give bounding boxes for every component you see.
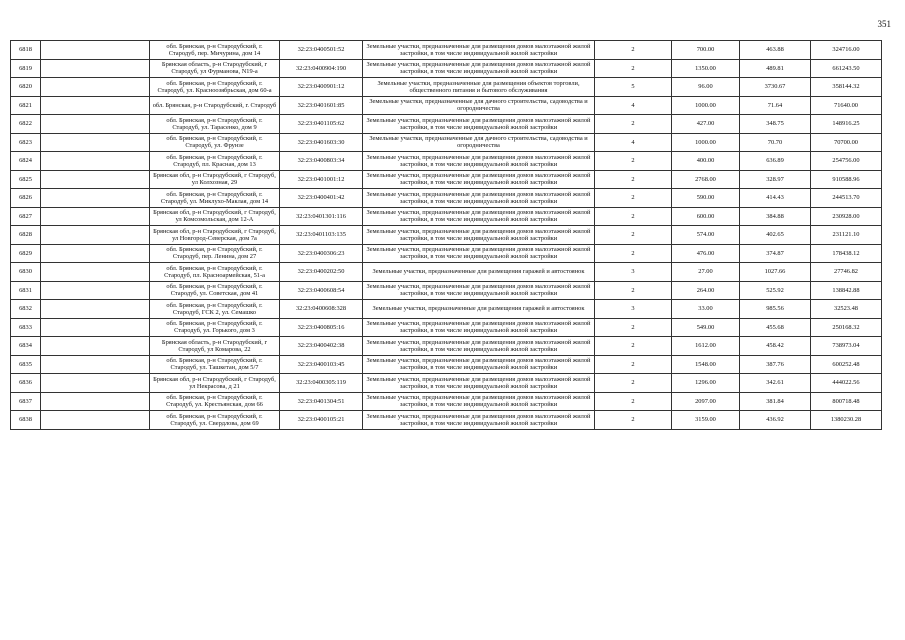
area-cell: 700.00 bbox=[672, 41, 740, 60]
permitted-use-cell: Земельные участки, предназначенные для размещения домов малоэтажной жилой застройки, в том числе индивидуальной жилой застройки bbox=[363, 207, 595, 226]
empty-cell bbox=[41, 392, 150, 411]
table-row bbox=[11, 226, 882, 245]
row-number-cell: 6836 bbox=[11, 374, 41, 393]
table-row bbox=[11, 355, 882, 374]
area-cell: 1296.00 bbox=[672, 374, 740, 393]
specific-value-cell: 381.84 bbox=[740, 392, 811, 411]
area-cell: 574.00 bbox=[672, 226, 740, 245]
permitted-use-cell: Земельные участки, предназначенные для размещения домов малоэтажной жилой застройки, в том числе индивидуальной жилой застройки bbox=[363, 337, 595, 356]
cadastral-value-cell: 800718.48 bbox=[811, 392, 882, 411]
cadastral-value-cell: 148916.25 bbox=[811, 115, 882, 134]
address-cell: обл. Брянская, р-н Стародубский, г. Стародуб, пер. Ленина, дом 27 bbox=[150, 244, 280, 263]
specific-value-cell: 414.43 bbox=[740, 189, 811, 208]
address-cell: Брянская область, р-н Стародубский, г Стародуб, ул Фурманова, N19-а bbox=[150, 59, 280, 78]
use-group-cell: 2 bbox=[595, 207, 672, 226]
table-row bbox=[11, 207, 882, 226]
address-cell: обл. Брянская, р-н Стародубский, г. Стародуб bbox=[150, 96, 280, 115]
cadastral-number-cell: 32:23:0400306:23 bbox=[280, 244, 363, 263]
row-number-cell: 6837 bbox=[11, 392, 41, 411]
row-number-cell: 6826 bbox=[11, 189, 41, 208]
table-row bbox=[11, 152, 882, 171]
address-cell: Брянская обл, р-н Стародубский, г Стародуб, ул Колхозная, 29 bbox=[150, 170, 280, 189]
cadastral-number-cell: 32:23:0400608:54 bbox=[280, 281, 363, 300]
page-number: 351 bbox=[877, 19, 891, 29]
area-cell: 2768.00 bbox=[672, 170, 740, 189]
address-cell: обл. Брянская, р-н Стародубский, г. Стародуб, ул. Горького, дом 3 bbox=[150, 318, 280, 337]
address-cell: обл. Брянская, р-н Стародубский, г. Стародуб, ул. Миклухо-Маклая, дом 14 bbox=[150, 189, 280, 208]
address-cell: Брянская обл, р-н Стародубский, г Стародуб, ул Новгород-Северская, дом 7а bbox=[150, 226, 280, 245]
cadastral-number-cell: 32:23:0401304:51 bbox=[280, 392, 363, 411]
cadastral-number-cell: 32:23:0401301:116 bbox=[280, 207, 363, 226]
row-number-cell: 6829 bbox=[11, 244, 41, 263]
table-row bbox=[11, 189, 882, 208]
permitted-use-cell: Земельные участки, предназначенные для размещения домов малоэтажной жилой застройки, в том числе индивидуальной жилой застройки bbox=[363, 411, 595, 430]
empty-cell bbox=[41, 78, 150, 97]
use-group-cell: 2 bbox=[595, 281, 672, 300]
permitted-use-cell: Земельные участки, предназначенные для размещения домов малоэтажной жилой застройки, в том числе индивидуальной жилой застройки bbox=[363, 59, 595, 78]
specific-value-cell: 636.89 bbox=[740, 152, 811, 171]
specific-value-cell: 71.64 bbox=[740, 96, 811, 115]
use-group-cell: 2 bbox=[595, 59, 672, 78]
specific-value-cell: 458.42 bbox=[740, 337, 811, 356]
cadastral-number-cell: 32:23:0401103:135 bbox=[280, 226, 363, 245]
use-group-cell: 2 bbox=[595, 226, 672, 245]
empty-cell bbox=[41, 207, 150, 226]
empty-cell bbox=[41, 281, 150, 300]
use-group-cell: 3 bbox=[595, 300, 672, 319]
cadastral-value-cell: 324716.00 bbox=[811, 41, 882, 60]
empty-cell bbox=[41, 115, 150, 134]
area-cell: 1000.00 bbox=[672, 133, 740, 152]
use-group-cell: 2 bbox=[595, 244, 672, 263]
use-group-cell: 4 bbox=[595, 96, 672, 115]
row-number-cell: 6823 bbox=[11, 133, 41, 152]
cadastral-value-cell: 70700.00 bbox=[811, 133, 882, 152]
cadastral-value-cell: 600252.48 bbox=[811, 355, 882, 374]
empty-cell bbox=[41, 170, 150, 189]
cadastral-number-cell: 32:23:0400401:42 bbox=[280, 189, 363, 208]
specific-value-cell: 525.92 bbox=[740, 281, 811, 300]
table-row bbox=[11, 300, 882, 319]
use-group-cell: 2 bbox=[595, 152, 672, 171]
address-cell: обл. Брянская, р-н Стародубский, г. Стародуб, ул. Красноозябрьская, дом 60-а bbox=[150, 78, 280, 97]
area-cell: 590.00 bbox=[672, 189, 740, 208]
area-cell: 264.00 bbox=[672, 281, 740, 300]
cadastral-number-cell: 32:23:0401105:62 bbox=[280, 115, 363, 134]
address-cell: обл. Брянская, р-н Стародубский, г. Стародуб, ГСК 2, ул. Семашко bbox=[150, 300, 280, 319]
cadastral-number-cell: 32:23:0400103:45 bbox=[280, 355, 363, 374]
area-cell: 3159.00 bbox=[672, 411, 740, 430]
row-number-cell: 6825 bbox=[11, 170, 41, 189]
cadastral-number-cell: 32:23:0400305:119 bbox=[280, 374, 363, 393]
empty-cell bbox=[41, 226, 150, 245]
cadastral-number-cell: 32:23:0400402:38 bbox=[280, 337, 363, 356]
row-number-cell: 6822 bbox=[11, 115, 41, 134]
address-cell: обл. Брянская, р-н Стародубский, г. Стародуб, ул. Крестьянская, дом 66 bbox=[150, 392, 280, 411]
cadastral-value-cell: 138842.88 bbox=[811, 281, 882, 300]
empty-cell bbox=[41, 300, 150, 319]
empty-cell bbox=[41, 337, 150, 356]
empty-cell bbox=[41, 263, 150, 282]
cadastral-number-cell: 32:23:0400901:12 bbox=[280, 78, 363, 97]
cadastral-value-cell: 738973.04 bbox=[811, 337, 882, 356]
use-group-cell: 2 bbox=[595, 374, 672, 393]
table-row bbox=[11, 374, 882, 393]
row-number-cell: 6834 bbox=[11, 337, 41, 356]
address-cell: обл. Брянская, р-н Стародубский, г. Стародуб, пл. Красноармейская, 51-а bbox=[150, 263, 280, 282]
empty-cell bbox=[41, 355, 150, 374]
specific-value-cell: 985.56 bbox=[740, 300, 811, 319]
empty-cell bbox=[41, 411, 150, 430]
use-group-cell: 2 bbox=[595, 189, 672, 208]
area-cell: 427.00 bbox=[672, 115, 740, 134]
empty-cell bbox=[41, 318, 150, 337]
table-row bbox=[11, 281, 882, 300]
table-row bbox=[11, 170, 882, 189]
cadastral-value-cell: 244513.70 bbox=[811, 189, 882, 208]
cadastral-value-cell: 178438.12 bbox=[811, 244, 882, 263]
permitted-use-cell: Земельные участки, предназначенные для размещения объектов торговли, общественного питания и бытового обслуживания bbox=[363, 78, 595, 97]
table-row bbox=[11, 133, 882, 152]
specific-value-cell: 436.92 bbox=[740, 411, 811, 430]
empty-cell bbox=[41, 41, 150, 60]
cadastral-number-cell: 32:23:0401603:30 bbox=[280, 133, 363, 152]
area-cell: 1548.00 bbox=[672, 355, 740, 374]
row-number-cell: 6835 bbox=[11, 355, 41, 374]
permitted-use-cell: Земельные участки, предназначенные для размещения домов малоэтажной жилой застройки, в том числе индивидуальной жилой застройки bbox=[363, 392, 595, 411]
table-row bbox=[11, 115, 882, 134]
table-row bbox=[11, 96, 882, 115]
table-row bbox=[11, 318, 882, 337]
specific-value-cell: 374.87 bbox=[740, 244, 811, 263]
cadastral-value-cell: 27746.82 bbox=[811, 263, 882, 282]
table-row bbox=[11, 41, 882, 60]
empty-cell bbox=[41, 244, 150, 263]
specific-value-cell: 402.65 bbox=[740, 226, 811, 245]
area-cell: 1612.00 bbox=[672, 337, 740, 356]
address-cell: обл. Брянская, р-н Стародубский, г. Стародуб, пер. Мичурина, дом 14 bbox=[150, 41, 280, 60]
cadastral-number-cell: 32:23:0401601:85 bbox=[280, 96, 363, 115]
area-cell: 400.00 bbox=[672, 152, 740, 171]
cadastral-number-cell: 32:23:0400501:52 bbox=[280, 41, 363, 60]
address-cell: обл. Брянская, р-н Стародубский, г. Стародуб, пл. Красная, дом 13 bbox=[150, 152, 280, 171]
use-group-cell: 3 bbox=[595, 263, 672, 282]
use-group-cell: 2 bbox=[595, 170, 672, 189]
cadastral-number-cell: 32:23:0400805:16 bbox=[280, 318, 363, 337]
cadastral-value-table bbox=[10, 40, 882, 430]
cadastral-value-cell: 661243.50 bbox=[811, 59, 882, 78]
use-group-cell: 2 bbox=[595, 392, 672, 411]
cadastral-number-cell: 32:23:0401001:12 bbox=[280, 170, 363, 189]
cadastral-value-cell: 71640.00 bbox=[811, 96, 882, 115]
area-cell: 1350.00 bbox=[672, 59, 740, 78]
specific-value-cell: 70.70 bbox=[740, 133, 811, 152]
cadastral-value-cell: 1380230.28 bbox=[811, 411, 882, 430]
row-number-cell: 6830 bbox=[11, 263, 41, 282]
specific-value-cell: 3730.67 bbox=[740, 78, 811, 97]
permitted-use-cell: Земельные участки, предназначенные для размещения домов малоэтажной жилой застройки, в том числе индивидуальной жилой застройки bbox=[363, 281, 595, 300]
row-number-cell: 6832 bbox=[11, 300, 41, 319]
table-row bbox=[11, 392, 882, 411]
use-group-cell: 2 bbox=[595, 318, 672, 337]
cadastral-value-cell: 444022.56 bbox=[811, 374, 882, 393]
address-cell: обл. Брянская, р-н Стародубский, г. Стародуб, ул. Тарасенко, дом 9 bbox=[150, 115, 280, 134]
row-number-cell: 6821 bbox=[11, 96, 41, 115]
address-cell: Брянская обл, р-н Стародубский, г Стародуб, ул Некрасова, д 21 bbox=[150, 374, 280, 393]
empty-cell bbox=[41, 152, 150, 171]
row-number-cell: 6820 bbox=[11, 78, 41, 97]
use-group-cell: 4 bbox=[595, 133, 672, 152]
table-row bbox=[11, 263, 882, 282]
permitted-use-cell: Земельные участки, предназначенные для размещения гаражей и автостоянок bbox=[363, 300, 595, 319]
specific-value-cell: 342.61 bbox=[740, 374, 811, 393]
address-cell: Брянская область, р-н Стародубский, г Стародуб, ул Комарова, 22 bbox=[150, 337, 280, 356]
row-number-cell: 6827 bbox=[11, 207, 41, 226]
permitted-use-cell: Земельные участки, предназначенные для размещения домов малоэтажной жилой застройки, в том числе индивидуальной жилой застройки bbox=[363, 355, 595, 374]
use-group-cell: 2 bbox=[595, 41, 672, 60]
permitted-use-cell: Земельные участки, предназначенные для размещения домов малоэтажной жилой застройки, в том числе индивидуальной жилой застройки bbox=[363, 318, 595, 337]
specific-value-cell: 328.97 bbox=[740, 170, 811, 189]
table-row bbox=[11, 78, 882, 97]
cadastral-value-cell: 254756.00 bbox=[811, 152, 882, 171]
permitted-use-cell: Земельные участки, предназначенные для размещения домов малоэтажной жилой застройки, в том числе индивидуальной жилой застройки bbox=[363, 170, 595, 189]
row-number-cell: 6818 bbox=[11, 41, 41, 60]
cadastral-value-cell: 250168.32 bbox=[811, 318, 882, 337]
table-row bbox=[11, 59, 882, 78]
permitted-use-cell: Земельные участки, предназначенные для размещения гаражей и автостоянок bbox=[363, 263, 595, 282]
cadastral-value-cell: 32523.48 bbox=[811, 300, 882, 319]
permitted-use-cell: Земельные участки, предназначенные для размещения домов малоэтажной жилой застройки, в том числе индивидуальной жилой застройки bbox=[363, 189, 595, 208]
cadastral-value-cell: 358144.32 bbox=[811, 78, 882, 97]
cadastral-value-cell: 910588.96 bbox=[811, 170, 882, 189]
address-cell: обл. Брянская, р-н Стародубский, г. Стародуб, ул. Ташкетан, дом 5/7 bbox=[150, 355, 280, 374]
area-cell: 600.00 bbox=[672, 207, 740, 226]
specific-value-cell: 1027.66 bbox=[740, 263, 811, 282]
cadastral-number-cell: 32:23:0400608:328 bbox=[280, 300, 363, 319]
cadastral-number-cell: 32:23:0400803:34 bbox=[280, 152, 363, 171]
specific-value-cell: 384.88 bbox=[740, 207, 811, 226]
empty-cell bbox=[41, 189, 150, 208]
table-row bbox=[11, 411, 882, 430]
specific-value-cell: 387.76 bbox=[740, 355, 811, 374]
address-cell: обл. Брянская, р-н Стародубский, г. Стародуб, ул. Фрунзе bbox=[150, 133, 280, 152]
specific-value-cell: 348.75 bbox=[740, 115, 811, 134]
specific-value-cell: 463.88 bbox=[740, 41, 811, 60]
cadastral-value-cell: 230928.00 bbox=[811, 207, 882, 226]
row-number-cell: 6828 bbox=[11, 226, 41, 245]
permitted-use-cell: Земельные участки, предназначенные для размещения домов малоэтажной жилой застройки, в том числе индивидуальной жилой застройки bbox=[363, 41, 595, 60]
specific-value-cell: 489.81 bbox=[740, 59, 811, 78]
cadastral-number-cell: 32:23:0400904:190 bbox=[280, 59, 363, 78]
permitted-use-cell: Земельные участки, предназначенные для размещения домов малоэтажной жилой застройки, в том числе индивидуальной жилой застройки bbox=[363, 226, 595, 245]
permitted-use-cell: Земельные участки, предназначенные для размещения домов малоэтажной жилой застройки, в том числе индивидуальной жилой застройки bbox=[363, 244, 595, 263]
permitted-use-cell: Земельные участки, предназначенные для дачного строительства, садоводства и огородничества bbox=[363, 133, 595, 152]
cadastral-number-cell: 32:23:0400105:21 bbox=[280, 411, 363, 430]
cadastral-value-cell: 231121.10 bbox=[811, 226, 882, 245]
use-group-cell: 5 bbox=[595, 78, 672, 97]
row-number-cell: 6819 bbox=[11, 59, 41, 78]
permitted-use-cell: Земельные участки, предназначенные для размещения домов малоэтажной жилой застройки, в том числе индивидуальной жилой застройки bbox=[363, 115, 595, 134]
address-cell: Брянская обл, р-н Стародубский, г Стародуб, ул Комсомольская, дом 12-А bbox=[150, 207, 280, 226]
area-cell: 1000.00 bbox=[672, 96, 740, 115]
area-cell: 476.00 bbox=[672, 244, 740, 263]
permitted-use-cell: Земельные участки, предназначенные для дачного строительства, садоводства и огородничества bbox=[363, 96, 595, 115]
area-cell: 27.00 bbox=[672, 263, 740, 282]
row-number-cell: 6833 bbox=[11, 318, 41, 337]
table-body bbox=[11, 41, 882, 430]
use-group-cell: 2 bbox=[595, 337, 672, 356]
empty-cell bbox=[41, 59, 150, 78]
row-number-cell: 6838 bbox=[11, 411, 41, 430]
use-group-cell: 2 bbox=[595, 115, 672, 134]
address-cell: обл. Брянская, р-н Стародубский, г. Стародуб, ул. Советская, дом 41 bbox=[150, 281, 280, 300]
empty-cell bbox=[41, 96, 150, 115]
specific-value-cell: 455.68 bbox=[740, 318, 811, 337]
permitted-use-cell: Земельные участки, предназначенные для размещения домов малоэтажной жилой застройки, в том числе индивидуальной жилой застройки bbox=[363, 152, 595, 171]
permitted-use-cell: Земельные участки, предназначенные для размещения домов малоэтажной жилой застройки, в том числе индивидуальной жилой застройки bbox=[363, 374, 595, 393]
table-row bbox=[11, 244, 882, 263]
area-cell: 96.00 bbox=[672, 78, 740, 97]
table-row bbox=[11, 337, 882, 356]
address-cell: обл. Брянская, р-н Стародубский, г. Стародуб, ул. Свердлова, дом 69 bbox=[150, 411, 280, 430]
row-number-cell: 6824 bbox=[11, 152, 41, 171]
use-group-cell: 2 bbox=[595, 355, 672, 374]
area-cell: 549.00 bbox=[672, 318, 740, 337]
cadastral-number-cell: 32:23:0400202:50 bbox=[280, 263, 363, 282]
area-cell: 2097.00 bbox=[672, 392, 740, 411]
empty-cell bbox=[41, 374, 150, 393]
area-cell: 33.00 bbox=[672, 300, 740, 319]
row-number-cell: 6831 bbox=[11, 281, 41, 300]
empty-cell bbox=[41, 133, 150, 152]
use-group-cell: 2 bbox=[595, 411, 672, 430]
